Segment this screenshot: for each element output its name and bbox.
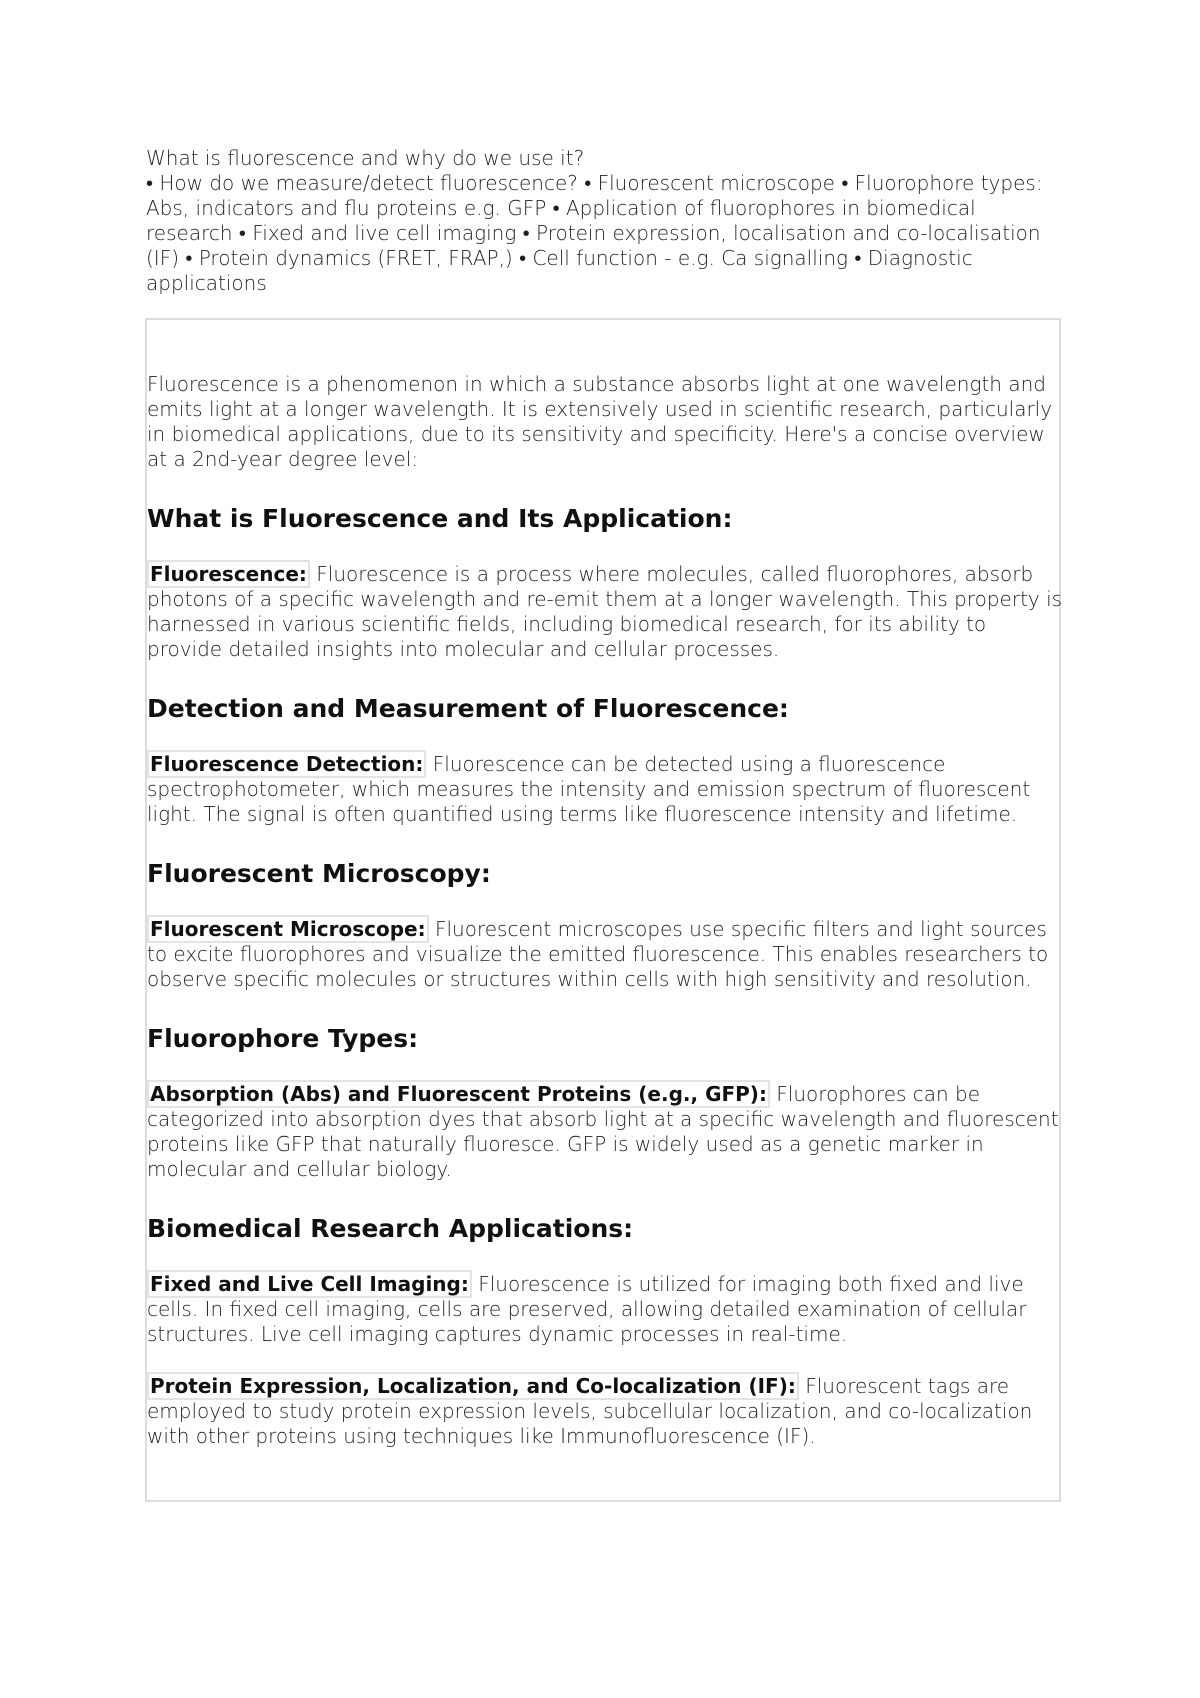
section-paragraph [147, 1082, 1067, 1182]
term-description: Fluorescence is utilized for imaging both fixed and live cells. In fixed cell imaging, cells are preserved, allowing detailed examination of cellular structures. Live cell imaging captures dynamic processes in real-time. [147, 1272, 1027, 1346]
section-paragraph [147, 1272, 1067, 1347]
intro-paragraph: Fluorescence is a phenomenon in which a substance absorbs light at one wavelength and emits light at a longer wavelength. It is extensively used in scientific research, particularly in biomedical applications, due to its sensitivity and specificity. Here's a concise overview at a 2nd-year degree level: [147, 372, 1053, 471]
term-description: Fluorescent microscopes use specific filters and light sources to excite fluorophores and visualize the emitted fluorescence. This enables researchers to observe specific molecules or structures within cells with high sensitivity and resolution. [147, 917, 1049, 991]
section-paragraph [147, 917, 1067, 992]
answer-content [147, 372, 1067, 1449]
term-label: Protein Expression, Localization, and Co-localization (IF): [147, 1372, 799, 1400]
section-heading: Biomedical Research Applications: [147, 1214, 634, 1243]
section-heading: What is Fluorescence and Its Application: [147, 504, 733, 533]
section-heading: Detection and Measurement of Fluorescence: [147, 694, 789, 723]
term-label: Fixed and Live Cell Imaging: [147, 1270, 472, 1298]
term-description: Fluorescence can be detected using a fluorescence spectrophotometer, which measures the intensity and emission spectrum of fluorescent light. The signal is often quantified using terms like fluorescence intensity and lifetime. [147, 752, 1031, 826]
section-heading: Fluorophore Types: [147, 1024, 419, 1053]
question-block [146, 146, 1066, 296]
term-description: Fluorophores can be categorized into absorption dyes that absorb light at a specific wavelength and fluorescent proteins like GFP that naturally fluoresce. GFP is widely used as a genetic marker in molecular and cellular biology. [147, 1082, 1059, 1181]
term-label: Fluorescent Microscope: [147, 915, 429, 943]
term-label: Fluorescence Detection: [147, 750, 426, 778]
topic-list: • How do we measure/detect fluorescence? • Fluorescent microscope • Fluorophore types: Abs, indicators and flu proteins e.g. GFP • Application of fluorophores in biomedical research • Fixed and live cell imaging • Protein expression, localisation and co-localisation (IF) • Protein dynamics (FRET, FRAP,) • Cell function - e.g. Ca signalling • Diagnostic applications [146, 171, 1043, 295]
section-paragraph [147, 1374, 1067, 1449]
question-title: What is fluorescence and why do we use it? [146, 146, 585, 170]
term-description: Fluorescence is a process where molecules, called fluorophores, absorb photons of a specific wavelength and re-emit them at a longer wavelength. This property is harnessed in various scientific fields, including biomedical research, for its ability to provide detailed insights into molecular and cellular processes. [147, 562, 1063, 661]
term-label: Fluorescence: [147, 560, 310, 588]
term-description: Fluorescent tags are employed to study protein expression levels, subcellular localization, and co-localization with other proteins using techniques like Immunofluorescence (IF). [147, 1374, 1033, 1448]
term-label: Absorption (Abs) and Fluorescent Proteins (e.g., GFP): [147, 1080, 770, 1108]
section-heading: Fluorescent Microscopy: [147, 859, 491, 888]
section-paragraph [147, 562, 1067, 662]
section-paragraph [147, 752, 1067, 827]
